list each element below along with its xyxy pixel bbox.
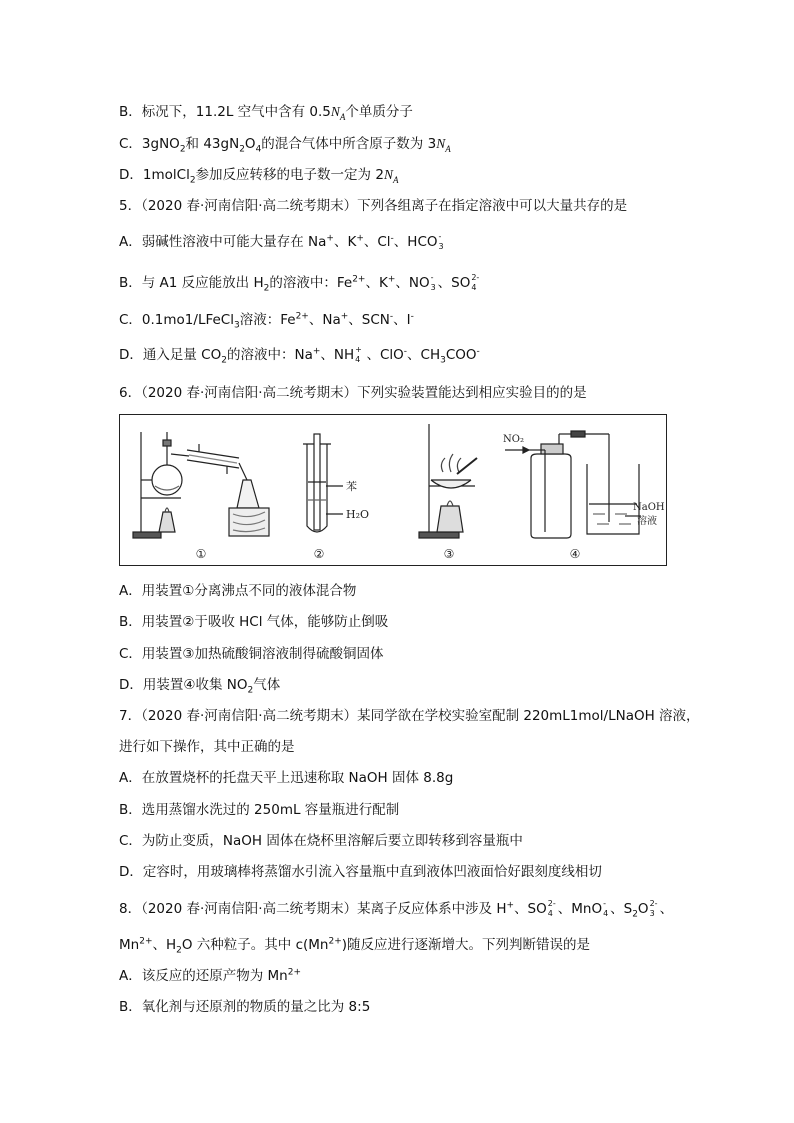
q8-stem-line-1: 8．（2020 春·河南信阳·高二统考期末）某离子反应体系中涉及 H+、SO 2- 4 、MnO - 4 、$S_2O$ 2- 3 、 [119, 899, 674, 920]
water-label: H₂O [346, 508, 370, 521]
no2-label: NO₂ [503, 434, 524, 445]
solution-label: 溶液 [637, 516, 657, 527]
q7-option-b: B．选用蒸馏水洗过的 250mL 容量瓶进行配制 [119, 802, 400, 818]
q6-option-b: B．用装置②于吸收 HCl 气体，能够防止倒吸 [119, 614, 389, 630]
q4-option-c: C．3gNO$_2$和 $43gN_2O_4$的混合气体中所含原子数为 $3N_A$ [119, 136, 451, 155]
q5-option-b: B．与 A1 反应能放出 $H_2$的溶液中：$Fe^{2+}$、K+、NO - 3 、SO 2- 4 [119, 273, 480, 294]
q8-stem-line-2: $Mn^{2+}$、$H_2O$ 六种粒子。其中 $c(Mn^{2+})$随反应进行逐渐增大。下列判断错误的是 [119, 936, 591, 956]
q5-option-a: A．弱碱性溶液中可能大量存在 Na+、K+、Cl-、HCO - 3 [119, 232, 444, 251]
apparatus-2-test-tube [303, 434, 343, 532]
q5-option-c: C．0.1mo1/LFeCl$_3$溶液：$Fe^{2+}$、Na+、SCN-、I- [119, 311, 414, 331]
q7-option-c: C．为防止变质，NaOH 固体在烧杯里溶解后要立即转移到容量瓶中 [119, 833, 523, 849]
q7-option-a: A．在放置烧杯的托盘天平上迅速称取 NaOH 固体 8.8g [119, 770, 454, 786]
apparatus-4-collection [505, 431, 641, 538]
q5-stem: 5．（2020 春·河南信阳·高二统考期末）下列各组离子在指定溶液中可以大量共存的是 [119, 198, 628, 214]
apparatus-figure [119, 414, 667, 566]
figure-label-4: ④ [569, 547, 581, 561]
apparatus-3-evaporation [419, 424, 477, 538]
benzene-label: 苯 [346, 480, 357, 493]
figure-label-3: ③ [443, 547, 455, 561]
q6-option-d: D．用装置④收集 $NO_2$气体 [119, 677, 281, 696]
q6-option-c: C．用装置③加热硫酸铜溶液制得硫酸铜固体 [119, 646, 384, 662]
naoh-label: NaOH [633, 502, 665, 513]
q6-stem: 6．（2020 春·河南信阳·高二统考期末）下列实验装置能达到相应实验目的的是 [119, 385, 587, 401]
apparatus-1-distillation [133, 432, 269, 538]
q8-option-a: A．该反应的还原产物为 $Mn^{2+}$ [119, 967, 302, 984]
q7-stem-line-2: 进行如下操作，其中正确的是 [119, 739, 295, 755]
q7-stem-line-1: 7．（2020 春·河南信阳·高二统考期末）某同学欲在学校实验室配制 220mL1mol/LNaOH 溶液， [119, 708, 700, 724]
q8-option-b: B．氧化剂与还原剂的物质的量之比为 8:5 [119, 999, 371, 1015]
figure-label-2: ② [313, 547, 325, 561]
q4-option-d: D．1molCl$_2$参加反应转移的电子数一定为 $2N_A$ [119, 167, 399, 186]
q6-option-a: A．用装置①分离沸点不同的液体混合物 [119, 583, 357, 599]
figure-label-1: ① [195, 547, 207, 561]
q7-option-d: D．定容时，用玻璃棒将蒸馏水引流入容量瓶中直到液体凹液面恰好跟刻度线相切 [119, 864, 602, 880]
q5-option-d: D．通入足量 $CO_2$的溶液中：Na+、NH + 4 、ClO-、$CH_3COO^-$ [119, 345, 480, 366]
q4-option-b: B．标况下，11.2L 空气中含有 $0.5N_A$个单质分子 [119, 104, 413, 122]
